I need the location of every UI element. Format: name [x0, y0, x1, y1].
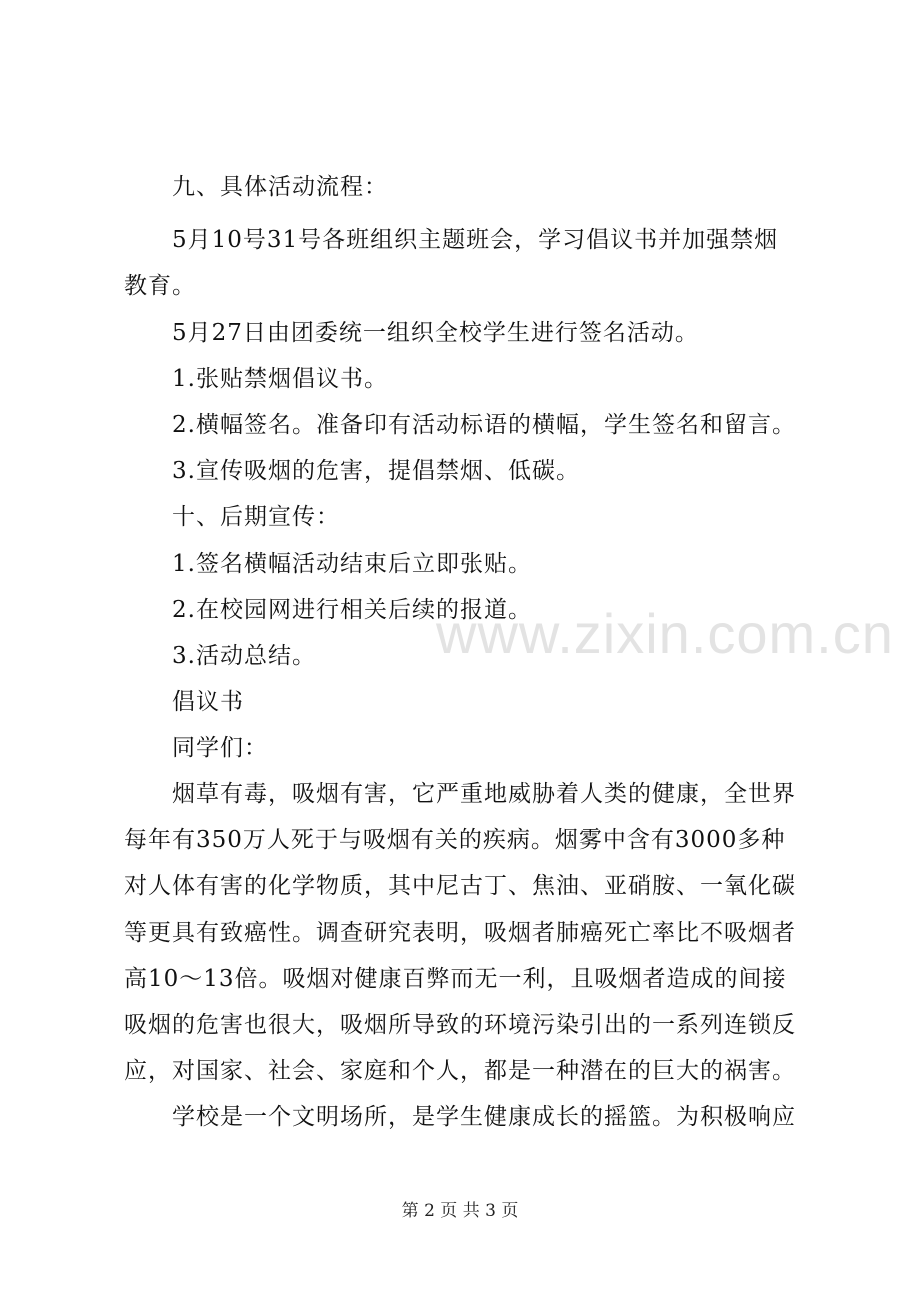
paragraph-line: 应，对国家、社会、家庭和个人，都是一种潜在的巨大的祸害。	[124, 1058, 796, 1084]
list-item: 3.活动总结。	[172, 643, 316, 669]
proposal-title: 倡议书	[172, 689, 244, 715]
paragraph-line: 5月10号31号各班组织主题班会，学习倡议书并加强禁烟	[172, 227, 779, 253]
salutation: 同学们：	[172, 735, 268, 761]
paragraph-line: 教育。	[124, 273, 196, 299]
section-heading-activity-flow: 九、具体活动流程：	[172, 174, 388, 200]
paragraph-line: 5月27日由团委统一组织全校学生进行签名活动。	[172, 320, 699, 346]
paragraph-line: 等更具有致癌性。调查研究表明，吸烟者肺癌死亡率比不吸烟者	[124, 920, 796, 946]
paragraph-line: 学校是一个文明场所，是学生健康成长的摇篮。为积极响应	[172, 1104, 796, 1130]
page-number-footer: 第 2 页 共 3 页	[401, 1201, 519, 1221]
list-item: 1.张贴禁烟倡议书。	[172, 366, 388, 392]
list-item: 2.在校园网进行相关后续的报道。	[172, 597, 532, 623]
section-heading-promotion: 十、后期宣传：	[172, 504, 340, 530]
list-item: 2.横幅签名。准备印有活动标语的横幅，学生签名和留言。	[172, 412, 796, 438]
list-item: 3.宣传吸烟的危害，提倡禁烟、低碳。	[172, 458, 580, 484]
paragraph-line: 吸烟的危害也很大，吸烟所导致的环境污染引出的一系列连锁反	[124, 1012, 796, 1038]
paragraph-line: 高10～13倍。吸烟对健康百弊而无一利，且吸烟者造成的间接	[124, 966, 787, 992]
paragraph-line: 每年有350万人死于与吸烟有关的疾病。烟雾中含有3000多种	[124, 827, 786, 853]
watermark-text: www.zixin.com.cn	[436, 602, 894, 665]
paragraph-line: 对人体有害的化学物质，其中尼古丁、焦油、亚硝胺、一氧化碳	[124, 873, 796, 899]
list-item: 1.签名横幅活动结束后立即张贴。	[172, 551, 532, 577]
paragraph-line: 烟草有毒，吸烟有害，它严重地威胁着人类的健康，全世界	[172, 781, 796, 807]
